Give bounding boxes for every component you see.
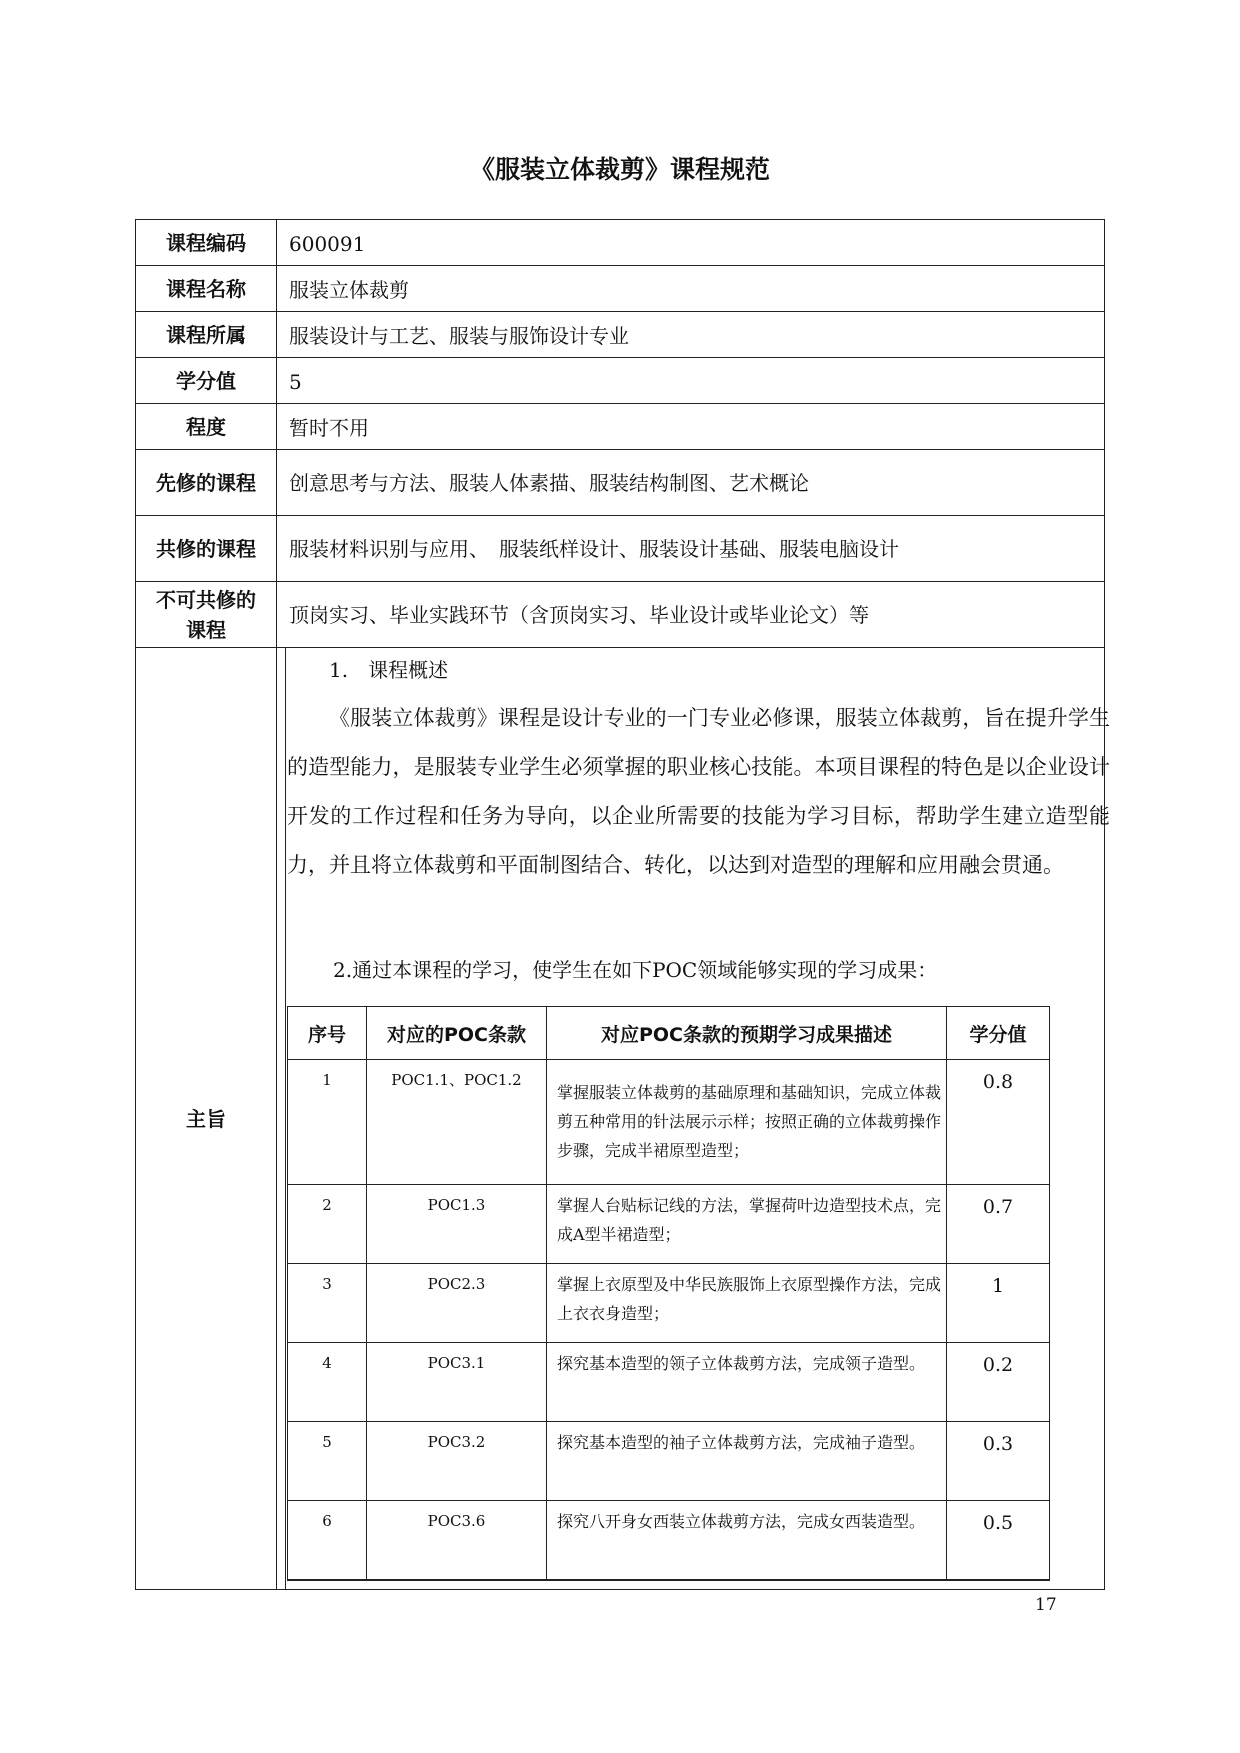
- label-excluded-line1: 不可共修的: [156, 587, 256, 612]
- header-credit: 学分值: [947, 1007, 1050, 1060]
- cell-poc: POC3.1: [367, 1343, 547, 1422]
- label-main-purpose: 主旨: [136, 648, 277, 1590]
- cell-credit: 1: [947, 1264, 1050, 1343]
- row-course-affiliation: [136, 312, 1105, 358]
- cell-no: 3: [288, 1264, 367, 1343]
- row-credits: [136, 358, 1105, 404]
- cell-credit: 0.3: [947, 1422, 1050, 1501]
- main-purpose-content: [277, 648, 1110, 1590]
- cell-poc: POC3.2: [367, 1422, 547, 1501]
- cell-description: 探究基本造型的领子立体裁剪方法，完成领子造型。: [547, 1343, 947, 1422]
- cell-credit: 0.2: [947, 1343, 1050, 1422]
- cell-poc: POC1.1、POC1.2: [367, 1060, 547, 1185]
- value-course-code: 600091: [277, 220, 1105, 266]
- label-corequisites: 共修的课程: [136, 516, 277, 582]
- label-course-name: 课程名称: [136, 266, 277, 312]
- value-credits: 5: [277, 358, 1105, 404]
- document-title: 《服装立体裁剪》课程规范: [469, 155, 770, 184]
- label-course-affiliation: 课程所属: [136, 312, 277, 358]
- label-credits: 学分值: [136, 358, 277, 404]
- cell-description: 掌握服装立体裁剪的基础原理和基础知识，完成立体裁剪五种常用的针法展示示样；按照正确的立体裁剪操作步骤，完成半裙原型造型；: [547, 1060, 947, 1185]
- section1-heading: 1. 课程概述: [329, 658, 449, 682]
- section2-heading: 2.通过本课程的学习，使学生在如下POC领域能够实现的学习成果：: [333, 958, 938, 982]
- value-prerequisites: 创意思考与方法、服装人体素描、服装结构制图、艺术概论: [277, 450, 1105, 516]
- label-excluded-courses: [136, 582, 277, 648]
- value-corequisites: 服装材料识别与应用、 服装纸样设计、服装设计基础、服装电脑设计: [277, 516, 1105, 582]
- cell-no: 5: [288, 1422, 367, 1501]
- cell-credit: 0.5: [947, 1501, 1050, 1580]
- label-prerequisites: 先修的课程: [136, 450, 277, 516]
- value-level: 暂时不用: [277, 404, 1105, 450]
- table-row: [288, 1185, 1050, 1264]
- inner-border-line: [285, 648, 286, 1589]
- header-description: 对应POC条款的预期学习成果描述: [547, 1007, 947, 1060]
- cell-poc: POC1.3: [367, 1185, 547, 1264]
- table-row: [288, 1501, 1050, 1580]
- cell-poc: POC3.6: [367, 1501, 547, 1580]
- value-course-name: 服装立体裁剪: [277, 266, 1105, 312]
- cell-no: 2: [288, 1185, 367, 1264]
- cell-no: 6: [288, 1501, 367, 1580]
- cell-description: 掌握上衣原型及中华民族服饰上衣原型操作方法，完成上衣衣身造型；: [547, 1264, 947, 1343]
- course-spec-table: [135, 219, 1110, 1590]
- value-course-affiliation: 服装设计与工艺、服装与服饰设计专业: [277, 312, 1105, 358]
- cell-credit: 0.7: [947, 1185, 1050, 1264]
- row-prerequisites: [136, 450, 1105, 516]
- row-corequisites: [136, 516, 1105, 582]
- section1-paragraph: 《服装立体裁剪》课程是设计专业的一门专业必修课，服装立体裁剪，旨在提升学生的造型能力，是服装专业学生必须掌握的职业核心技能。本项目课程的特色是以企业设计开发的工作过程和任务为导向，以企业所需要的技能为学习目标，帮助学生建立造型能力，并且将立体裁剪和平面制图结合、转化，以达到对造型的理解和应用融会贯通。: [287, 706, 1110, 877]
- table-row: [288, 1060, 1050, 1185]
- cell-no: 1: [288, 1060, 367, 1185]
- row-excluded-courses: [136, 582, 1105, 648]
- label-excluded-line2: 课程: [186, 617, 226, 642]
- table-row: [288, 1343, 1050, 1422]
- row-course-code: [136, 220, 1105, 266]
- row-level: [136, 404, 1105, 450]
- page-number: 17: [1035, 1595, 1057, 1615]
- cell-poc: POC2.3: [367, 1264, 547, 1343]
- row-main-purpose: [136, 648, 1105, 1590]
- row-course-name: [136, 266, 1105, 312]
- value-excluded-courses: 顶岗实习、毕业实践环节（含顶岗实习、毕业设计或毕业论文）等: [277, 582, 1105, 648]
- poc-header-row: [288, 1007, 1050, 1060]
- label-level: 程度: [136, 404, 277, 450]
- poc-outcomes-table: [287, 1006, 1050, 1581]
- cell-no: 4: [288, 1343, 367, 1422]
- cell-description: 探究基本造型的袖子立体裁剪方法，完成袖子造型。: [547, 1422, 947, 1501]
- cell-description: 掌握人台贴标记线的方法，掌握荷叶边造型技术点，完成A型半裙造型；: [547, 1185, 947, 1264]
- cell-credit: 0.8: [947, 1060, 1050, 1185]
- header-no: 序号: [288, 1007, 367, 1060]
- cell-description: 探究八开身女西装立体裁剪方法，完成女西装造型。: [547, 1501, 947, 1580]
- header-poc: 对应的POC条款: [367, 1007, 547, 1060]
- label-course-code: 课程编码: [136, 220, 277, 266]
- table-row: [288, 1422, 1050, 1501]
- table-row: [288, 1264, 1050, 1343]
